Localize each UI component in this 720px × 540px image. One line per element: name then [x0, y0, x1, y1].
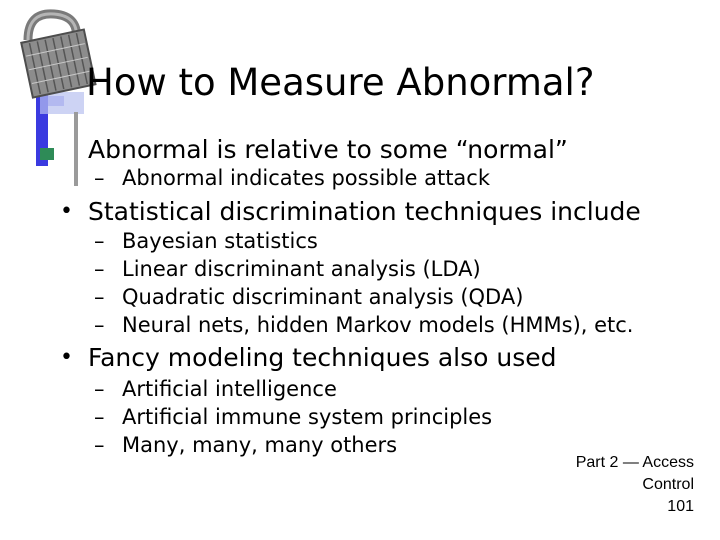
slide-title: How to Measure Abnormal?	[86, 61, 595, 104]
bullet-3-sub-1: Artificial intelligence	[122, 377, 337, 401]
accent-green-square	[40, 148, 54, 160]
bullet-1-sub-1: Abnormal indicates possible attack	[122, 166, 491, 190]
bullet-3-sub-3: Many, many, many others	[122, 433, 398, 457]
dash-marker: –	[94, 433, 105, 457]
dash-marker: –	[94, 313, 105, 337]
bullet-1-text: Abnormal is relative to some “normal”	[88, 135, 568, 164]
dash-marker: –	[94, 229, 105, 253]
bullet-2-text: Statistical discrimination techniques include	[88, 197, 641, 226]
dash-marker: –	[94, 257, 105, 281]
bullet-2-sub-3: Quadratic discriminant analysis (QDA)	[122, 285, 524, 309]
page-number: 101	[667, 498, 694, 515]
bullet-marker: •	[60, 199, 73, 224]
dash-marker: –	[94, 405, 105, 429]
bullet-3-sub-2: Artificial immune system principles	[122, 405, 493, 429]
bullet-2-sub-2: Linear discriminant analysis (LDA)	[122, 257, 481, 281]
footer-line-2: Control	[642, 476, 694, 493]
bullet-3-text: Fancy modeling techniques also used	[88, 343, 557, 372]
footer-line-1: Part 2 — Access	[575, 454, 694, 471]
slide-footer	[534, 452, 694, 518]
dash-marker: –	[94, 285, 105, 309]
dash-marker: –	[94, 377, 105, 401]
dash-marker: –	[94, 166, 105, 190]
bullet-marker: •	[60, 345, 73, 370]
bullet-2-sub-1: Bayesian statistics	[122, 229, 318, 253]
bullet-2-sub-4: Neural nets, hidden Markov models (HMMs), etc.	[122, 313, 634, 337]
